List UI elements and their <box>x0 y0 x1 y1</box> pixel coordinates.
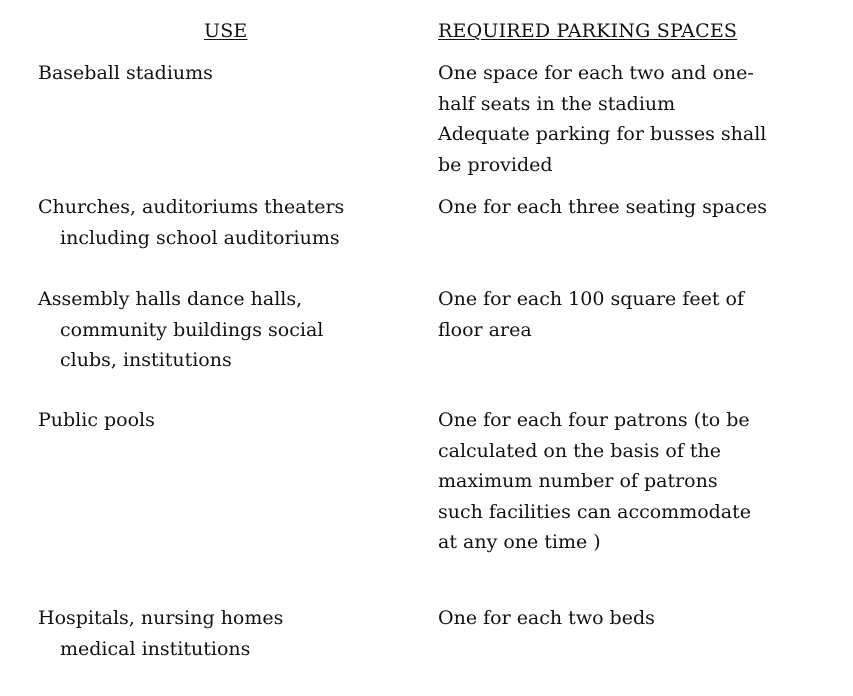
use-line: Assembly halls dance halls, <box>38 288 303 310</box>
required-cell <box>438 603 838 634</box>
required-cell <box>438 405 838 558</box>
use-line: Churches, auditoriums theaters <box>38 196 345 218</box>
use-line: Baseball stadiums <box>38 62 213 84</box>
required-cell <box>438 284 838 345</box>
required-parking-column-header: REQUIRED PARKING SPACES <box>438 20 738 42</box>
required-line: One for each 100 square feet of <box>438 288 744 310</box>
use-line: community buildings social <box>60 318 324 341</box>
required-line: floor area <box>438 318 532 341</box>
required-line: One for each four patrons (to be <box>438 409 750 431</box>
use-line: medical institutions <box>60 637 251 660</box>
required-cell <box>438 192 838 223</box>
required-line: half seats in the stadium <box>438 92 676 115</box>
use-line: clubs, institutions <box>60 349 232 371</box>
use-cell <box>38 603 418 664</box>
required-line: One space for each two and one- <box>438 62 754 84</box>
required-line: One for each two beds <box>438 607 655 629</box>
use-cell <box>38 58 418 89</box>
required-line: such facilities can accommodate <box>438 500 752 523</box>
use-cell <box>38 192 418 253</box>
use-line: Hospitals, nursing homes <box>38 607 284 629</box>
use-column-header: USE <box>204 20 248 42</box>
required-line: at any one time ) <box>438 531 601 553</box>
required-line: maximum number of patrons <box>438 470 718 492</box>
use-cell <box>38 284 418 376</box>
required-cell <box>438 58 838 180</box>
required-line: calculated on the basis of the <box>438 439 722 462</box>
required-line: Adequate parking for busses shall <box>438 123 767 145</box>
required-line: be provided <box>438 153 553 176</box>
use-line: Public pools <box>38 409 155 431</box>
required-line: One for each three seating spaces <box>438 196 768 218</box>
use-line: including school auditoriums <box>60 226 340 249</box>
use-cell <box>38 405 418 436</box>
